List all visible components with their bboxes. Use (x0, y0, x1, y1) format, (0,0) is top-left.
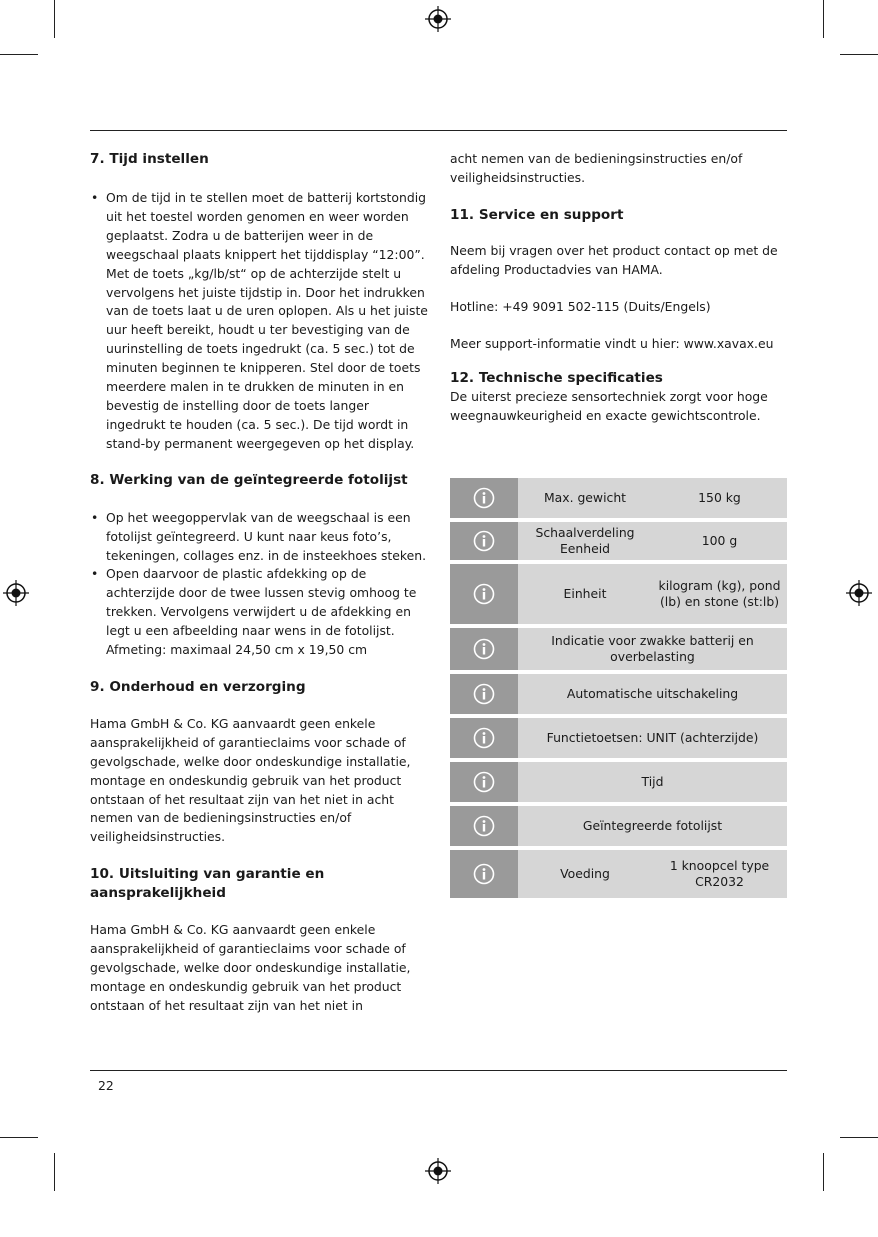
paragraph: Hama GmbH & Co. KG aanvaardt geen enkele aansprakelijkheid of garantieclaims voor schade of gevolgschade, welke door ondeskundige installatie, montage en ondeskundig gebruik van het product ontstaan of het resultaat zijn van het niet in acht nemen van de bedieningsinstructies en/of veiligheidsinstructies. (90, 715, 411, 845)
registration-mark-icon (425, 1158, 451, 1184)
footer-rule (90, 1070, 787, 1071)
registration-mark-icon (3, 580, 29, 606)
crop-mark (840, 54, 878, 55)
heading-onderhoud: 9. Onderhoud en verzorging (90, 678, 306, 695)
spec-label: Tijd (518, 762, 787, 802)
spec-value: 1 knoopcel type CR2032 (652, 850, 787, 898)
list-item: • Open daarvoor de plastic afdekking op de achterzijde door de twee lussen stevig omhoog te trekken. Vervolgens verwijdert u de afdekking en legt u een afbeelding naar wens in de fotolijst. Afmeting: maximaal 24,50 cm x 19,50 cm (90, 565, 432, 660)
list-item: • Om de tijd in te stellen moet de batterij kortstondig uit het toestel worden genomen en weer worden geplaatst. Zodra u de batterijen weer in de weegschaal plaats knippert het tijddisplay “12:00”. Met de toets „kg/lb/st“ op de achterzijde stelt u vervolgens het juiste tijdstip in. Door het indrukken van de toets laat u de uren oplopen. Als u het juiste uur heeft bereikt, houdt u ter bevestiging van de uurinstelling de toets ingedrukt (ca. 5 sec.) tot de minuten beginnen te knipperen. Stel door de toets meerdere malen in te drukken de minuten in en bevestig de instelling door de toets langer ingedrukt te houden (ca. 5 sec.). De tijd wordt in stand-by permanent weergegeven op het display. (90, 189, 432, 454)
spec-value: 100 g (652, 522, 787, 560)
spec-label: Functietoetsen: UNIT (achterzijde) (518, 718, 787, 758)
table-row (450, 478, 787, 518)
info-icon (473, 863, 495, 885)
crop-mark (840, 1137, 878, 1138)
table-row (450, 674, 787, 714)
table-row (450, 628, 787, 670)
spec-label: Indicatie voor zwakke batterij en overbelasting (518, 628, 787, 670)
support-link: Meer support-informatie vindt u hier: www.xavax.eu (450, 335, 774, 351)
crop-mark (0, 1137, 38, 1138)
spec-label: Schaalverdeling Eenheid (518, 522, 652, 560)
info-icon (473, 815, 495, 837)
crop-mark (54, 0, 55, 38)
heading-fotolijst: 8. Werking van de geïntegreerde fotolijst (90, 471, 408, 488)
info-icon (473, 487, 495, 509)
table-row (450, 806, 787, 846)
spec-label: Geïntegreerde fotolijst (518, 806, 787, 846)
heading-specificaties: 12. Technische specificaties (450, 370, 663, 387)
table-row (450, 762, 787, 802)
registration-mark-icon (846, 580, 872, 606)
heading-garantie: 10. Uitsluiting van garantie en aansprakelijkheid (90, 866, 325, 902)
info-icon (473, 683, 495, 705)
heading-service: 11. Service en support (450, 206, 624, 223)
info-icon (473, 727, 495, 749)
info-icon (473, 771, 495, 793)
info-icon (473, 530, 495, 552)
paragraph: Hama GmbH & Co. KG aanvaardt geen enkele aansprakelijkheid of garantieclaims voor schade of gevolgschade, welke door ondeskundige installatie, montage en ondeskundig gebruik van het product ontstaan of het resultaat zijn van het niet in (90, 922, 411, 1013)
spec-label: Automatische uitschakeling (518, 674, 787, 714)
paragraph: Neem bij vragen over het product contact op met de afdeling Productadvies van HAMA. (450, 242, 778, 277)
hotline: Hotline: +49 9091 502-115 (Duits/Engels) (450, 298, 711, 314)
crop-mark (54, 1153, 55, 1191)
bullet-list (90, 509, 432, 660)
crop-mark (823, 0, 824, 38)
table-row (450, 850, 787, 898)
paragraph-continued: acht nemen van de bedieningsinstructies en/of veiligheidsinstructies. (450, 151, 743, 185)
table-row (450, 718, 787, 758)
info-icon (473, 638, 495, 660)
crop-mark (0, 54, 38, 55)
spec-table (450, 474, 787, 902)
spec-label: Einheit (518, 564, 652, 624)
crop-mark (823, 1153, 824, 1191)
spec-value: 150 kg (652, 478, 787, 518)
header-rule (90, 130, 787, 131)
spec-label: Voeding (518, 850, 652, 898)
right-column (450, 150, 788, 426)
paragraph: De uiterst precieze sensortechniek zorgt voor hoge weegnauwkeurigheid en exacte gewichtscontrole. (450, 389, 768, 424)
table-row (450, 564, 787, 624)
spec-value: kilogram (kg), pond (lb) en stone (st:lb) (652, 564, 787, 624)
heading-tijd-instellen: 7. Tijd instellen (90, 151, 209, 167)
info-icon (473, 583, 495, 605)
list-item: • Op het weegoppervlak van de weegschaal is een fotolijst geïntegreerd. U kunt naar keus foto’s, tekeningen, collages enz. in de insteekhoes steken. (90, 509, 432, 566)
left-column (90, 150, 432, 1016)
registration-mark-icon (425, 6, 451, 32)
table-row (450, 522, 787, 560)
bullet-list (90, 189, 432, 454)
page-number: 22 (98, 1078, 114, 1093)
spec-label: Max. gewicht (518, 478, 652, 518)
